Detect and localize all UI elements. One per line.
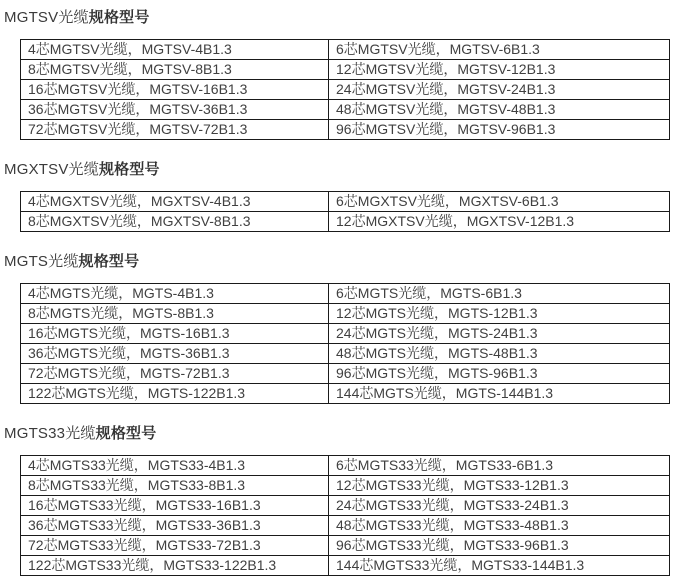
section-mgts (4, 252, 680, 404)
spec-cell: 12芯MGTS33光缆，MGTS33-12B1.3 (329, 476, 670, 496)
table-row (21, 324, 670, 344)
spec-cell: 4芯MGXTSV光缆，MGXTSV-4B1.3 (21, 192, 329, 212)
section-mgtsv (4, 8, 680, 140)
spec-cell: 16芯MGTSV光缆，MGTSV-16B1.3 (21, 80, 329, 100)
spec-cell: 24芯MGTS33光缆，MGTS33-24B1.3 (329, 496, 670, 516)
spec-cell: 4芯MGTS33光缆，MGTS33-4B1.3 (21, 456, 329, 476)
spec-cell: 12芯MGXTSV光缆，MGXTSV-12B1.3 (329, 212, 670, 232)
heading-model-text: MGTS33光缆 (4, 425, 96, 442)
table-row (21, 476, 670, 496)
heading-spec-label: 规格型号 (95, 425, 157, 442)
spec-cell: 36芯MGTSV光缆，MGTSV-36B1.3 (21, 100, 329, 120)
spec-cell: 6芯MGTS光缆，MGTS-6B1.3 (329, 284, 670, 304)
spec-cell: 8芯MGTSV光缆，MGTSV-8B1.3 (21, 60, 329, 80)
section-heading-mgtsv (4, 8, 680, 27)
section-heading-mgts33 (4, 424, 680, 443)
spec-cell: 8芯MGTS33光缆，MGTS33-8B1.3 (21, 476, 329, 496)
heading-model-text: MGTS光缆 (4, 253, 79, 270)
spec-cell: 24芯MGTS光缆，MGTS-24B1.3 (329, 324, 670, 344)
section-mgts33 (4, 424, 680, 576)
section-heading-mgxtsv (4, 160, 680, 179)
spec-cell: 122芯MGTS33光缆，MGTS33-122B1.3 (21, 556, 329, 576)
spec-cell: 36芯MGTS33光缆，MGTS33-36B1.3 (21, 516, 329, 536)
table-row (21, 556, 670, 576)
table-row (21, 344, 670, 364)
table-row (21, 384, 670, 404)
table-row (21, 60, 670, 80)
table-row (21, 364, 670, 384)
spec-cell: 6芯MGTSV光缆，MGTSV-6B1.3 (329, 40, 670, 60)
table-row (21, 100, 670, 120)
spec-cell: 48芯MGTS33光缆，MGTS33-48B1.3 (329, 516, 670, 536)
spec-cell: 144芯MGTS33光缆，MGTS33-144B1.3 (329, 556, 670, 576)
section-heading-mgts (4, 252, 680, 271)
spec-cell: 72芯MGTS33光缆，MGTS33-72B1.3 (21, 536, 329, 556)
spec-cell: 96芯MGTSV光缆，MGTSV-96B1.3 (329, 120, 670, 140)
spec-cell: 6芯MGXTSV光缆，MGXTSV-6B1.3 (329, 192, 670, 212)
spec-cell: 8芯MGXTSV光缆，MGXTSV-8B1.3 (21, 212, 329, 232)
spec-cell: 12芯MGTSV光缆，MGTSV-12B1.3 (329, 60, 670, 80)
spec-cell: 16芯MGTS33光缆，MGTS33-16B1.3 (21, 496, 329, 516)
spec-cell: 144芯MGTS光缆，MGTS-144B1.3 (329, 384, 670, 404)
table-row (21, 80, 670, 100)
heading-spec-label: 规格型号 (98, 161, 160, 178)
table-row (21, 536, 670, 556)
heading-model-text: MGXTSV光缆 (4, 161, 99, 178)
spec-cell: 48芯MGTS光缆，MGTS-48B1.3 (329, 344, 670, 364)
heading-model-text: MGTSV光缆 (4, 9, 89, 26)
spec-cell: 96芯MGTS光缆，MGTS-96B1.3 (329, 364, 670, 384)
spec-cell: 122芯MGTS光缆，MGTS-122B1.3 (21, 384, 329, 404)
table-row (21, 40, 670, 60)
table-row (21, 456, 670, 476)
spec-cell: 96芯MGTS33光缆，MGTS33-96B1.3 (329, 536, 670, 556)
heading-spec-label: 规格型号 (88, 9, 150, 26)
table-row (21, 516, 670, 536)
heading-spec-label: 规格型号 (78, 253, 140, 270)
spec-table-mgtsv (20, 39, 670, 140)
spec-cell: 48芯MGTSV光缆，MGTSV-48B1.3 (329, 100, 670, 120)
table-row (21, 304, 670, 324)
table-row (21, 120, 670, 140)
section-mgxtsv (4, 160, 680, 232)
table-row (21, 212, 670, 232)
table-row (21, 192, 670, 212)
spec-cell: 12芯MGTS光缆，MGTS-12B1.3 (329, 304, 670, 324)
spec-table-mgxtsv (20, 191, 670, 232)
table-row (21, 496, 670, 516)
spec-cell: 24芯MGTSV光缆，MGTSV-24B1.3 (329, 80, 670, 100)
spec-cell: 4芯MGTS光缆，MGTS-4B1.3 (21, 284, 329, 304)
spec-cell: 6芯MGTS33光缆，MGTS33-6B1.3 (329, 456, 670, 476)
spec-cell: 72芯MGTS光缆，MGTS-72B1.3 (21, 364, 329, 384)
table-row (21, 284, 670, 304)
spec-cell: 36芯MGTS光缆，MGTS-36B1.3 (21, 344, 329, 364)
spec-table-mgts (20, 283, 670, 404)
spec-table-mgts33 (20, 455, 670, 576)
spec-cell: 8芯MGTS光缆，MGTS-8B1.3 (21, 304, 329, 324)
spec-cell: 4芯MGTSV光缆，MGTSV-4B1.3 (21, 40, 329, 60)
spec-cell: 16芯MGTS光缆，MGTS-16B1.3 (21, 324, 329, 344)
spec-cell: 72芯MGTSV光缆，MGTSV-72B1.3 (21, 120, 329, 140)
